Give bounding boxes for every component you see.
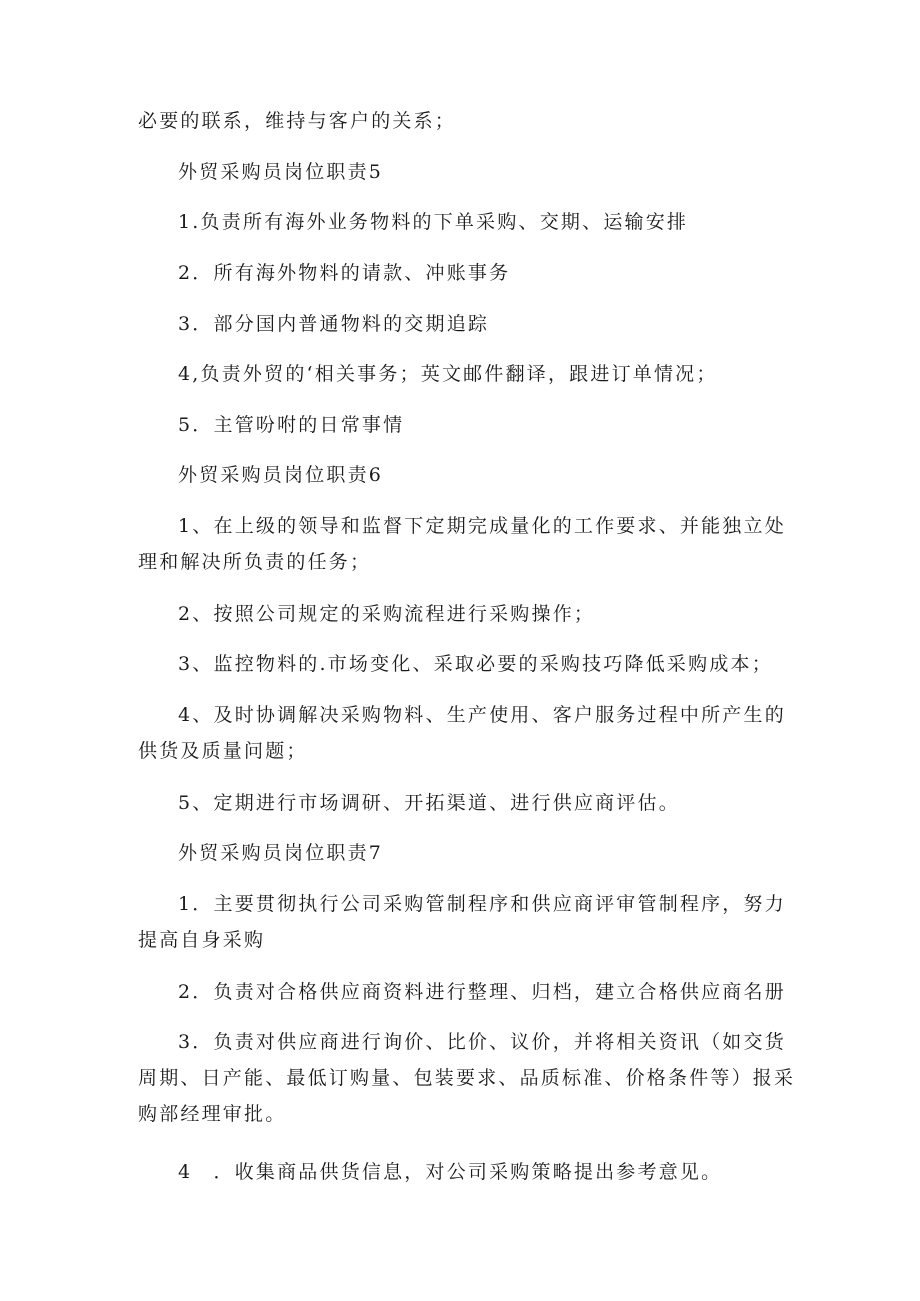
paragraph-4: 2．所有海外物料的请款、冲账事务 [178, 262, 511, 284]
paragraph-11: 3、监控物料的.市场变化、采取必要的采购技巧降低采购成本； [178, 653, 773, 675]
paragraph-12: 4、及时协调解决采购物料、生产使用、客户服务过程中所产生的供货及质量问题； [138, 704, 786, 762]
section-heading-5: 外贸采购员岗位职责5 [178, 161, 384, 183]
section-heading-6: 外贸采购员岗位职责6 [178, 464, 384, 486]
section-heading-7: 外贸采购员岗位职责7 [178, 842, 384, 864]
paragraph-5: 3．部分国内普通物料的交期追踪 [178, 313, 490, 335]
paragraph-16: 2．负责对合格供应商资料进行整理、归档，建立合格供应商名册 [178, 981, 786, 1003]
paragraph-17: 3．负责对供应商进行询价、比价、议价，并将相关资讯（如交货周期、日产能、最低订购量、包装要求、品质标准、价格条件等）报采购部经理审批。 [138, 1031, 796, 1125]
paragraph-7: 5．主管吩咐的日常事情 [178, 414, 405, 436]
paragraph-10: 2、按照公司规定的采购流程进行采购操作； [178, 603, 596, 625]
paragraph-15: 1．主要贯彻执行公司采购管制程序和供应商评审管制程序，努力提高自身采购 [138, 893, 786, 951]
paragraph-1: 必要的联系，维持与客户的关系； [138, 110, 457, 132]
paragraph-6: 4,负责外贸的‘相关事务；英文邮件翻译，跟进订单情况； [178, 363, 718, 385]
paragraph-18: 4 ．收集商品供货信息，对公司采购策略提出参考意见。 [178, 1161, 723, 1183]
paragraph-13: 5、定期进行市场调研、开拓渠道、进行供应商评估。 [178, 792, 680, 814]
paragraph-3: 1.负责所有海外业务物料的下单采购、交期、运输安排 [178, 211, 689, 233]
paragraph-9: 1、在上级的领导和监督下定期完成量化的工作要求、并能独立处理和解决所负责的任务； [138, 515, 786, 573]
